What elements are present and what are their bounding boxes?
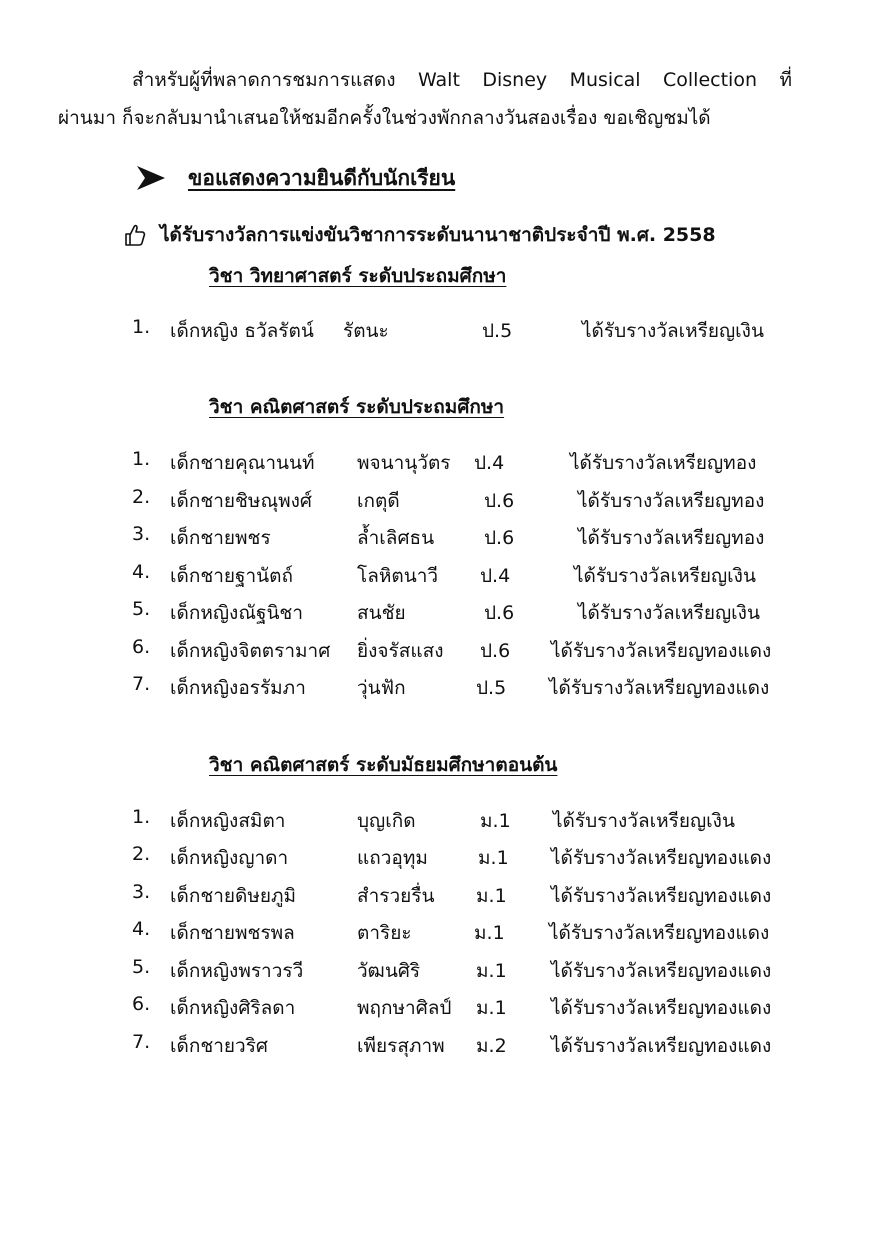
student-grade: ม.1 [476,885,507,907]
student-name: เด็กชายชิษณุพงศ์ [170,490,312,512]
award-result: ได้รับรางวัลเหรียญเงิน [574,565,756,587]
student-grade: ป.5 [482,320,513,342]
student-grade: ป.4 [474,452,505,474]
table-row [0,561,874,595]
student-surname: ตาริยะ [357,922,412,944]
award-result: ได้รับรางวัลเหรียญทอง [570,452,757,474]
award-result: ได้รับรางวัลเหรียญทองแดง [551,997,772,1019]
award-result: ได้รับรางวัลเหรียญทองแดง [549,677,770,699]
student-surname: พจนานุวัตร [357,452,451,474]
table-row [0,448,874,482]
table-row [0,486,874,520]
student-surname: รัตนะ [343,320,389,342]
award-result: ได้รับรางวัลเหรียญทองแดง [551,885,772,907]
table-row [0,598,874,632]
award-result: ได้รับรางวัลเหรียญทองแดง [551,640,772,662]
student-grade: ป.5 [476,677,507,699]
row-number: 1. [132,806,151,828]
table-row [0,843,874,877]
award-result: ได้รับรางวัลเหรียญทองแดง [549,922,770,944]
student-grade: ป.6 [484,490,515,512]
intro-paragraph-line-1 [132,62,792,98]
table-row [0,881,874,915]
award-heading-text: ได้รับรางวัลการแข่งขันวิชาการระดับนานาชาติประจำปี พ.ศ. 2558 [160,224,716,246]
row-number: 3. [132,523,151,545]
table-row [0,918,874,952]
student-name: เด็กหญิงศิริลดา [170,997,296,1019]
subject-heading-math-primary: วิชา คณิตศาสตร์ ระดับประถมศึกษา [209,396,505,418]
thumbs-up-icon [124,223,146,247]
student-surname: เกตุดี [357,490,400,512]
award-heading [124,220,716,250]
student-grade: ม.1 [476,997,507,1019]
student-name: เด็กชายคุณานนท์ [170,452,315,474]
section-heading [136,158,455,198]
student-surname: วุ่นฟัก [357,677,406,699]
award-result: ได้รับรางวัลเหรียญทอง [578,490,765,512]
student-name: เด็กชายฐานัตถ์ [170,565,294,587]
row-number: 1. [132,316,151,338]
student-grade: ม.1 [478,847,509,869]
student-surname: บุญเกิด [357,810,416,832]
award-result: ได้รับรางวัลเหรียญเงิน [578,602,760,624]
row-number: 3. [132,881,151,903]
intro-word: สำหรับผู้ที่พลาดการชมการแสดง [132,69,396,91]
table-row [0,636,874,670]
award-result: ได้รับรางวัลเหรียญเงิน [553,810,735,832]
row-number: 6. [132,636,151,658]
award-result: ได้รับรางวัลเหรียญเงิน [582,320,764,342]
table-row [0,673,874,707]
student-name: เด็กชายวริศ [170,1035,268,1057]
table-row [0,1031,874,1065]
intro-word: Musical [569,69,641,91]
table-row [0,523,874,557]
row-number: 4. [132,918,151,940]
row-number: 7. [132,1031,151,1053]
student-grade: ป.6 [480,640,511,662]
student-name: เด็กหญิงจิตตรามาศ [170,640,331,662]
student-name: เด็กหญิงพราวรวี [170,960,304,982]
intro-paragraph-line-2: ผ่านมา ก็จะกลับมานำเสนอให้ชมอีกครั้งในช่วงพักกลางวันสองเรื่อง ขอเชิญชมได้ [58,107,711,129]
student-surname: พฤกษาศิลป์ [357,997,452,1019]
award-result: ได้รับรางวัลเหรียญทองแดง [551,847,772,869]
row-number: 5. [132,956,151,978]
award-result: ได้รับรางวัลเหรียญทองแดง [551,1035,772,1057]
student-grade: ป.4 [480,565,511,587]
subject-heading-science-primary: วิชา วิทยาศาสตร์ ระดับประถมศึกษา [209,265,507,287]
student-grade: ป.6 [484,602,515,624]
table-row [0,316,874,350]
arrowhead-bullet-icon [136,164,166,192]
student-surname: วัฒนศิริ [357,960,421,982]
intro-word: Disney [482,69,548,91]
student-surname: เพียรสุภาพ [357,1035,445,1057]
intro-word: Walt [417,69,460,91]
row-number: 4. [132,561,151,583]
student-name: เด็กชายดิษยภูมิ [170,885,297,907]
row-number: 7. [132,673,151,695]
student-surname: ล้ำเลิศธน [357,527,435,549]
student-name: เด็กหญิง ธวัลรัตน์ [170,320,314,342]
row-number: 5. [132,598,151,620]
row-number: 2. [132,486,151,508]
student-grade: ม.1 [480,810,511,832]
table-row [0,993,874,1027]
row-number: 1. [132,448,151,470]
intro-word: Collection [663,69,757,91]
student-name: เด็กชายพชรพล [170,922,295,944]
student-surname: สนชัย [357,602,406,624]
student-grade: ป.6 [484,527,515,549]
section-title: ขอแสดงความยินดีกับนักเรียน [188,165,456,190]
student-surname: สำรวยรื่น [357,885,435,907]
row-number: 6. [132,993,151,1015]
student-name: เด็กหญิงสมิตา [170,810,286,832]
student-grade: ม.2 [476,1035,507,1057]
table-row [0,806,874,840]
intro-word: ที่ [779,69,792,91]
row-number: 2. [132,843,151,865]
award-result: ได้รับรางวัลเหรียญทอง [578,527,765,549]
student-name: เด็กหญิงอรรัมภา [170,677,306,699]
award-result: ได้รับรางวัลเหรียญทองแดง [551,960,772,982]
student-name: เด็กชายพชร [170,527,271,549]
subject-heading-math-lower-secondary: วิชา คณิตศาสตร์ ระดับมัธยมศึกษาตอนต้น [209,754,558,776]
student-grade: ม.1 [474,922,505,944]
student-name: เด็กหญิงณัฐนิชา [170,602,303,624]
student-name: เด็กหญิงญาดา [170,847,289,869]
student-grade: ม.1 [476,960,507,982]
table-row [0,956,874,990]
student-surname: แถวอุทุม [357,847,428,869]
student-surname: โลหิตนาวี [357,565,439,587]
student-surname: ยิ่งจรัสแสง [357,640,444,662]
